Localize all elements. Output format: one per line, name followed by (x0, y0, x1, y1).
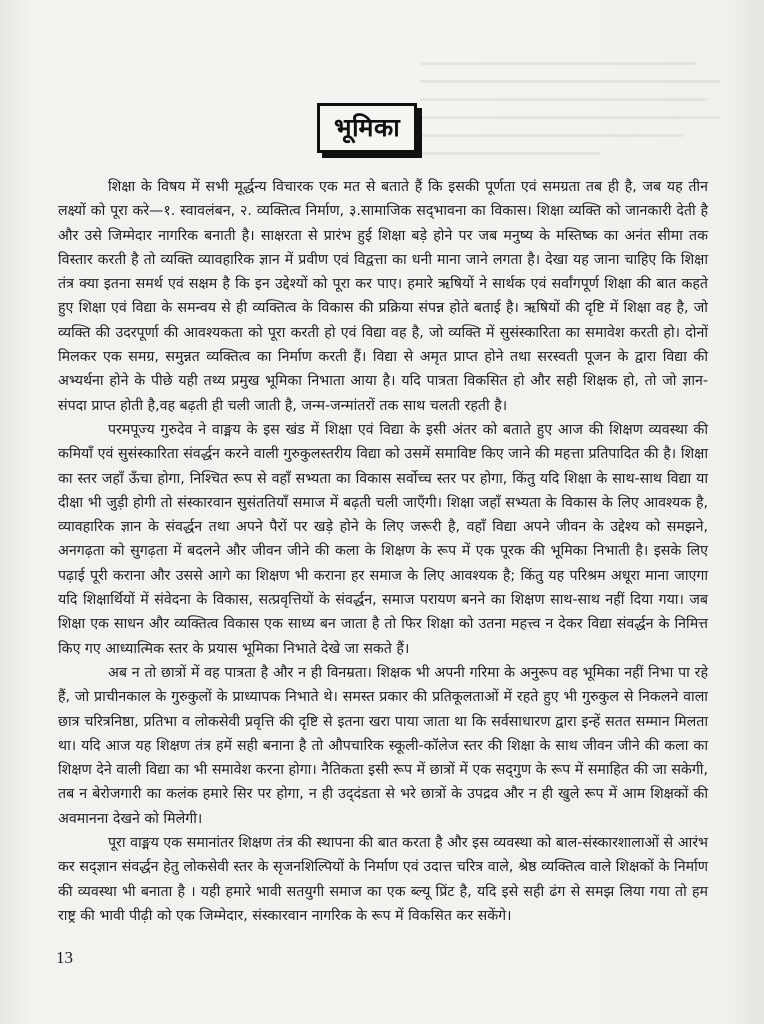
show-through-texture (420, 62, 720, 172)
paragraph-3: अब न तो छात्रों में वह पात्रता है और न ही विनम्रता। शिक्षक भी अपनी गरिमा के अनुरूप वह भूमिका नहीं निभा पा रहे हैं, जो प्राचीनकाल के गुरुकुलों के प्राध्यापक निभाते थे। समस्त प्रकार की प्रतिकूलताओं में रहते हुए भी गुरुकुल से निकलने वाला छात्र चरित्रनिष्ठा, प्रतिभा व लोकसेवी प्रवृत्ति की दृष्टि से इतना खरा पाया जाता था कि सर्वसाधारण द्वारा इन्हें सतत सम्मान मिलता था। यदि आज यह शिक्षण तंत्र हमें सही बनाना है तो औपचारिक स्कूली-कॉलेज स्तर की शिक्षा के साथ जीवन जीने की कला का शिक्षण देने वाली विद्या का भी समावेश करना होगा। नैतिकता इसी रूप में छात्रों में एक सद्‌गुण के रूप में समाहित की जा सकेगी, तब न बेरोजगारी का कलंक हमारे सिर पर होगा, न ही उद्‌दंडता से भरे छात्रों के उपद्रव और न ही खुले रूप में आम शिक्षकों की अवमानना देखने को मिलेगी। (58, 664, 708, 827)
heading-container (317, 103, 417, 153)
page-heading: भूमिका (334, 113, 401, 142)
page-number: 13 (56, 948, 73, 967)
paragraph-1: शिक्षा के विषय में सभी मूर्द्धन्य विचारक एक मत से बताते हैं कि इसकी पूर्णता एवं समग्रता तब ही है, जब यह तीन लक्ष्यों को पूरा करे—१. स्वावलंबन, २. व्यक्तित्व निर्माण, ३.सामाजिक सद्‌भावना का विकास। शिक्षा व्यक्ति को जानकारी देती है और उसे जिम्मेदार नागरिक बनाती है। साक्षरता से प्रारंभ हुई शिक्षा बड़े होने पर जब मनुष्य के मस्तिष्क का अनंत सीमा तक विस्तार करती है तो व्यक्ति व्यावहारिक ज्ञान में प्रवीण एवं विद्वत्ता का धनी माना जाने लगता है। देखा यह जाना चाहिए कि शिक्षा तंत्र क्या इतना समर्थ एवं सक्षम है कि इन उद्देश्यों को पूरा कर पाए। हमारे ऋषियों ने सार्थक एवं सर्वांगपूर्ण शिक्षा की बात कहते हुए शिक्षा एवं विद्या के समन्वय से ही व्यक्तित्व के विकास की प्रक्रिया संपन्न होते बताई है। ऋषियों की दृष्टि में शिक्षा वह है, जो व्यक्ति की उदरपूर्णा की आवश्यकता को पूरा करती हो एवं विद्या वह है, जो व्यक्ति में सुसंस्कारिता का समावेश करती हो। दोनों मिलकर एक समग्र, समुन्नत व्यक्तित्व का निर्माण करती हैं। विद्या से अमृत प्राप्त होने तथा सरस्वती पूजन के द्वारा विद्या की अभ्यर्थना होने के पीछे यही तथ्य प्रमुख भूमिका निभाता आया है। यदि पात्रता विकसित हो और सही शिक्षक हो, तो जो ज्ञान-संपदा प्राप्त होती है,वह बढ़ती ही चली जाती है, जन्म-जन्मांतरों तक साथ चलती रहती है। (58, 179, 708, 414)
paragraph-2: परमपूज्य गुरुदेव ने वाङ्मय के इस खंड में शिक्षा एवं विद्या के इसी अंतर को बताते हुए आज की शिक्षण व्यवस्था की कमियाँ एवं सुसंस्कारिता संवर्द्धन करने वाली गुरुकुलस्तरीय विद्या को उसमें समाविष्ट किए जाने की महत्ता प्रतिपादित की है। शिक्षा का स्तर जहाँ ऊँचा होगा, निश्चित रूप से वहाँ सभ्यता का विकास सर्वोच्च स्तर पर होगा, किंतु यदि शिक्षा के साथ-साथ विद्या या दीक्षा भी जुड़ी होगी तो संस्कारवान सुसंततियाँ समाज में बढ़ती चली जाएँगी। शिक्षा जहाँ सभ्यता के विकास के लिए आवश्यक है, व्यावहारिक ज्ञान के संवर्द्धन तथा अपने पैरों पर खड़े होने के लिए जरूरी है, वहाँ विद्या अपने जीवन के उद्देश्य को समझने, अनगढ़ता को सुगढ़ता में बदलने और जीवन जीने की कला के शिक्षण के रूप में एक पूरक की भूमिका निभाती है। इसके लिए पढ़ाई पूरी कराना और उससे आगे का शिक्षण भी कराना हर समाज के लिए आवश्यक है; किंतु यह परिश्रम अधूरा माना जाएगा यदि शिक्षार्थियों में संवेदना के विकास, सत्प्रवृत्तियों के संवर्द्धन, समाज परायण बनने का शिक्षण साथ-साथ नहीं दिया गया। जब शिक्षा एक साधन और व्यक्तित्व विकास एक साध्य बन जाता है तो फिर शिक्षा को उतना महत्त्व न देकर विद्या संवर्द्धन के निमित्त किए गए आध्यात्मिक स्तर के प्रयास भूमिका निभाते देखे जा सकते हैं। (58, 421, 708, 657)
paragraph-4: पूरा वाङ्मय एक समानांतर शिक्षण तंत्र की स्थापना की बात करता है और इस व्यवस्था को बाल-संस्कारशालाओं से आरंभ कर सद्ज्ञान संवर्द्धन हेतु लोकसेवी स्तर के सृजनशिल्पियों के निर्माण एवं उदात्त चरित्र वाले, श्रेष्ठ व्यक्तित्व वाले शिक्षकों के निर्माण की व्यवस्था भी बनाता है । यही हमारे भावी सतयुगी समाज का एक ब्ल्यू प्रिंट है, यदि इसे सही ढंग से समझ लिया गया तो हम राष्ट्र की भावी पीढ़ी को एक जिम्मेदार, संस्कारवान नागरिक के रूप में विकसित कर सकेंगे। (58, 835, 708, 924)
heading-box (317, 103, 417, 153)
body-text (58, 175, 708, 928)
